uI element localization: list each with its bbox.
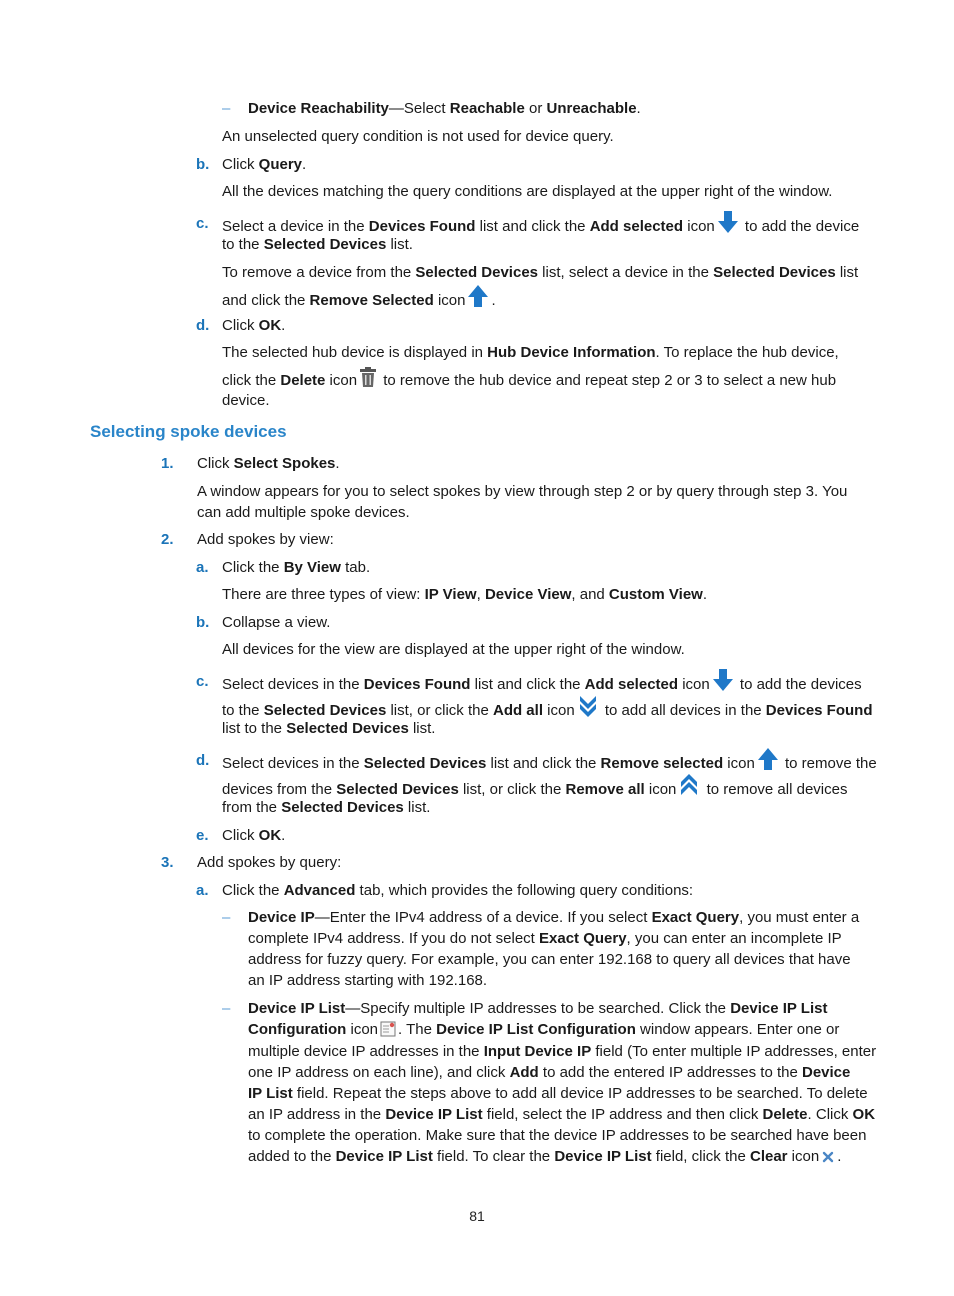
remove-selected-icon bbox=[757, 747, 779, 771]
device-ip-list-config-icon bbox=[380, 1021, 396, 1037]
step-desc: All devices for the view are displayed at the upper right of the window. bbox=[222, 641, 685, 658]
step-text: to the Selected Devices list, or click the Add all icon to add all devices in the Devices Found bbox=[222, 694, 873, 724]
step-text: Add spokes by view: bbox=[197, 531, 334, 548]
step-text: Add spokes by query: bbox=[197, 854, 342, 871]
device-ip-list-text: an IP address in the Device IP List field, select the IP address and then click Delete. Click OK bbox=[248, 1106, 876, 1123]
bullet-dash: – bbox=[222, 1000, 231, 1017]
step-desc: There are three types of view: IP View, Device View, and Custom View. bbox=[222, 586, 708, 603]
add-all-icon bbox=[577, 694, 599, 718]
step-marker: e. bbox=[196, 827, 209, 844]
device-ip-text: Device IP—Enter the IPv4 address of a device. If you select Exact Query, you must enter a bbox=[248, 909, 860, 926]
device-ip-text: complete IPv4 address. If you do not select Exact Query, you can enter an incomplete IP bbox=[248, 930, 842, 947]
remove-selected-icon bbox=[467, 284, 489, 308]
step-text: Select devices in the Selected Devices list and click the Remove selected icon to remove the bbox=[222, 747, 877, 777]
step-text: Select devices in the Devices Found list and click the Add selected icon to add the devices bbox=[222, 668, 862, 698]
step-marker: d. bbox=[196, 317, 210, 334]
device-ip-text: an IP address starting with 192.168. bbox=[248, 972, 488, 989]
step-marker: b. bbox=[196, 156, 210, 173]
step-desc: device. bbox=[222, 392, 270, 409]
section-heading: Selecting spoke devices bbox=[90, 422, 287, 441]
step-text: devices from the Selected Devices list, or click the Remove all icon to remove all devices bbox=[222, 773, 847, 803]
device-ip-list-text: one IP address on each line), and click Add to add the entered IP addresses to the Device bbox=[248, 1064, 851, 1081]
step-marker: c. bbox=[196, 673, 209, 690]
add-selected-icon bbox=[717, 210, 739, 234]
step-desc: and click the Remove Selected icon . bbox=[222, 284, 496, 314]
step-marker: b. bbox=[196, 614, 210, 631]
step-text: Click Query. bbox=[222, 156, 307, 173]
device-ip-list-text: to complete the operation. Make sure that the device IP addresses to be searched have been bbox=[248, 1127, 867, 1144]
bullet-dash: – bbox=[222, 100, 231, 117]
device-ip-list-text: Configuration icon . The Device IP List Configuration window appears. Enter one or bbox=[248, 1021, 840, 1038]
step-text: list to the Selected Devices list. bbox=[222, 720, 436, 737]
step-marker: c. bbox=[196, 215, 209, 232]
step-text: Click the Advanced tab, which provides the following query conditions: bbox=[222, 882, 694, 899]
step-text: to the Selected Devices list. bbox=[222, 236, 413, 253]
remove-all-icon bbox=[678, 773, 700, 797]
device-ip-list-text: multiple device IP addresses in the Input Device IP field (To enter multiple IP addresses, enter bbox=[248, 1043, 877, 1060]
device-ip-text: address for fuzzy query. For example, you can enter 192.168 to query all devices that have bbox=[248, 951, 851, 968]
page-number: 81 bbox=[469, 1208, 485, 1224]
step-marker: a. bbox=[196, 559, 209, 576]
step-marker: 1. bbox=[161, 455, 174, 472]
device-ip-list-text: added to the Device IP List field. To clear the Device IP List field, click the Clear icon . bbox=[248, 1148, 842, 1165]
step-marker: 3. bbox=[161, 854, 174, 871]
step-text: Click OK. bbox=[222, 317, 286, 334]
device-ip-list-text: IP List field. Repeat the steps above to add all device IP addresses to be searched. To delete bbox=[248, 1085, 868, 1102]
step-desc: A window appears for you to select spokes by view through step 2 or by query through step 3. You bbox=[197, 483, 848, 500]
step-desc: can add multiple spoke devices. bbox=[197, 504, 410, 521]
query-note: An unselected query condition is not used for device query. bbox=[222, 128, 614, 145]
delete-icon bbox=[359, 366, 377, 388]
step-desc: The selected hub device is displayed in Hub Device Information. To replace the hub device, bbox=[222, 344, 839, 361]
device-reachability-line: Device Reachability—Select Reachable or Unreachable. bbox=[248, 100, 641, 117]
step-marker: d. bbox=[196, 752, 210, 769]
clear-icon bbox=[821, 1150, 835, 1164]
add-selected-icon bbox=[712, 668, 734, 692]
step-text: Click Select Spokes. bbox=[197, 455, 340, 472]
step-text: from the Selected Devices list. bbox=[222, 799, 431, 816]
step-marker: 2. bbox=[161, 531, 174, 548]
bullet-dash: – bbox=[222, 909, 231, 926]
step-text: Select a device in the Devices Found list and click the Add selected icon to add the device bbox=[222, 210, 859, 240]
step-text: Click the By View tab. bbox=[222, 559, 371, 576]
step-text: Collapse a view. bbox=[222, 614, 331, 631]
step-text: Click OK. bbox=[222, 827, 286, 844]
step-marker: a. bbox=[196, 882, 209, 899]
step-desc: All the devices matching the query conditions are displayed at the upper right of the window. bbox=[222, 183, 833, 200]
device-ip-list-text: Device IP List—Specify multiple IP addresses to be searched. Click the Device IP List bbox=[248, 1000, 828, 1017]
step-desc: click the Delete icon to remove the hub device and repeat step 2 or 3 to select a new hub bbox=[222, 366, 836, 394]
step-desc: To remove a device from the Selected Devices list, select a device in the Selected Devices list bbox=[222, 264, 859, 281]
